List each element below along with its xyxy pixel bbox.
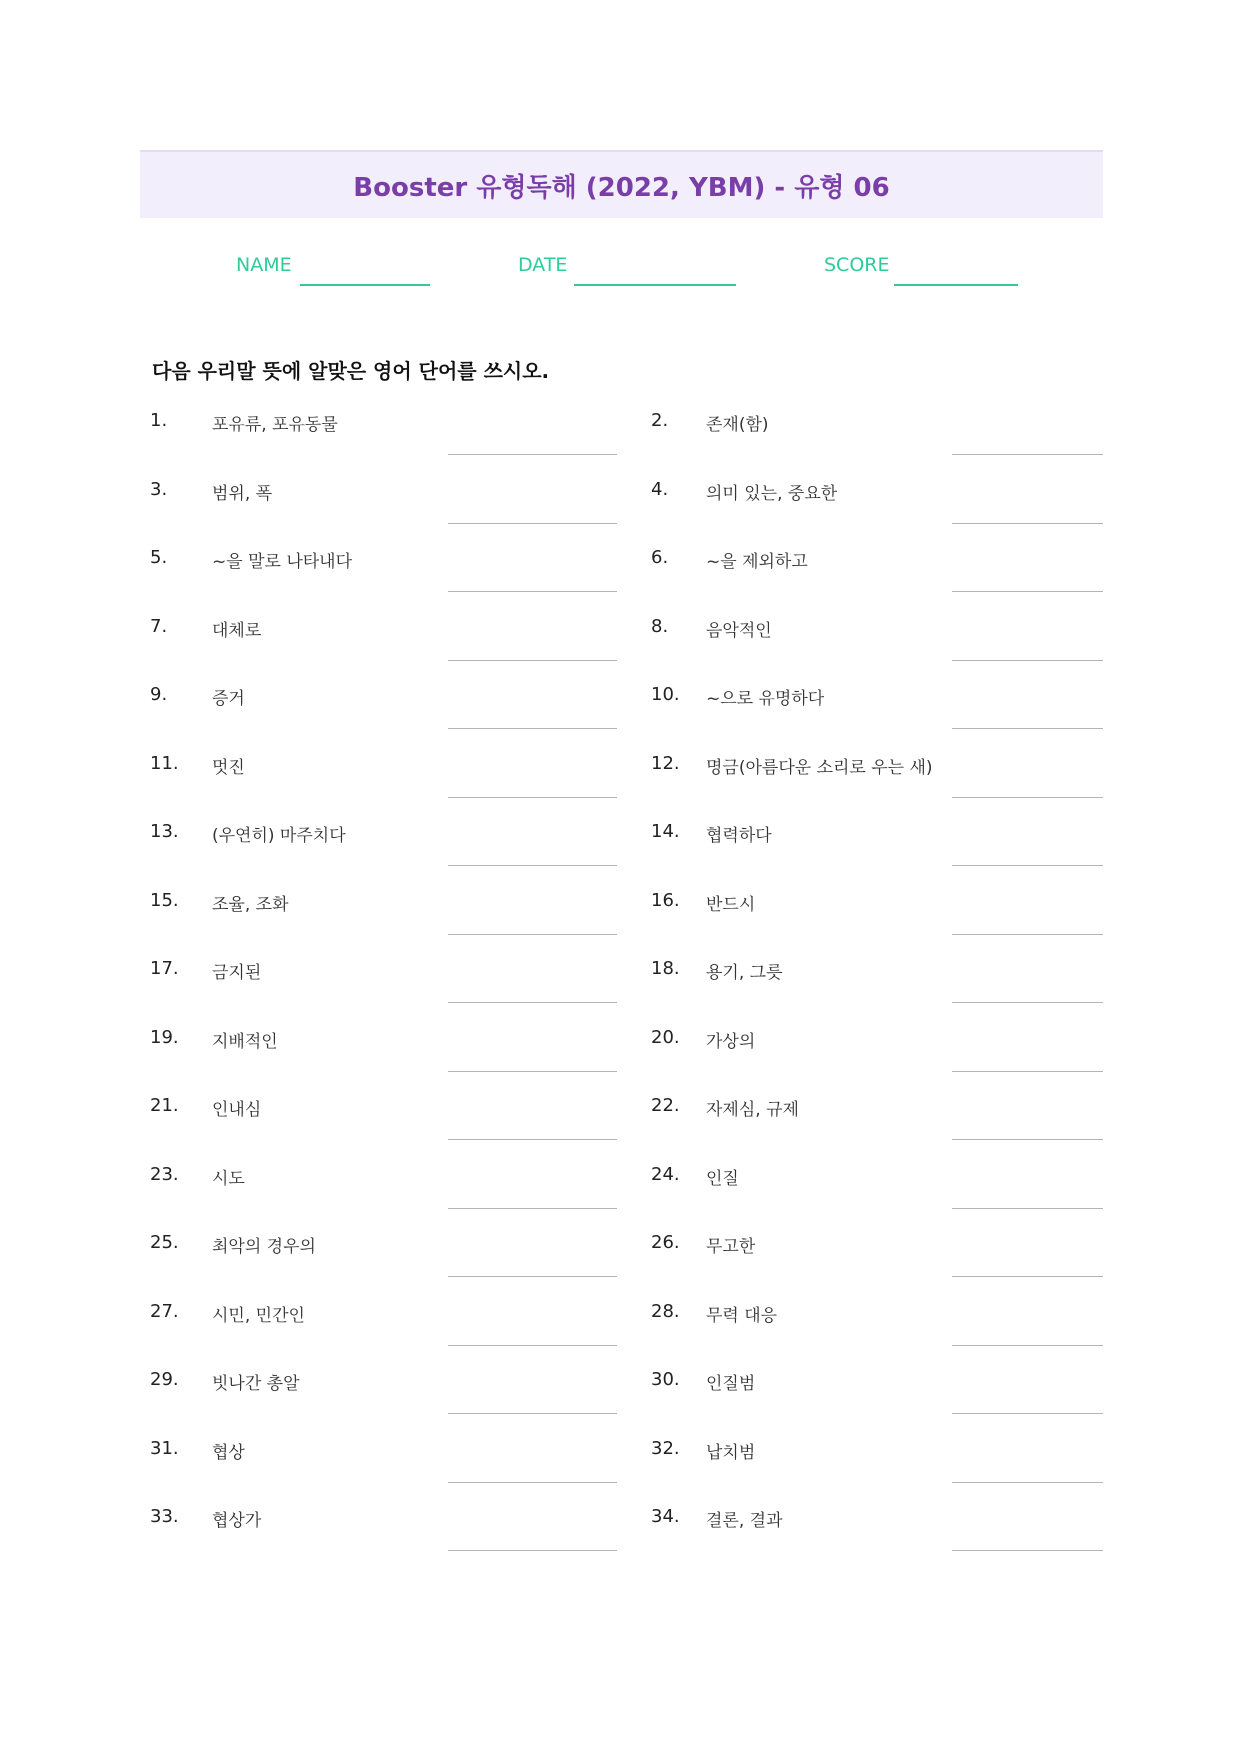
item-number: 14.	[651, 821, 680, 842]
answer-field[interactable]	[448, 1550, 617, 1551]
item-meaning: 멋진	[212, 757, 245, 778]
answer-field[interactable]	[952, 728, 1103, 729]
list-item	[651, 616, 1103, 666]
item-meaning: 시민, 민간인	[212, 1305, 305, 1326]
instruction-text: 다음 우리말 뜻에 알맞은 영어 단어를 쓰시오.	[152, 359, 550, 383]
item-number: 17.	[150, 958, 179, 979]
list-item	[651, 1301, 1103, 1351]
list-item	[150, 1506, 617, 1556]
item-number: 1.	[150, 410, 168, 431]
answer-field[interactable]	[448, 1208, 617, 1209]
item-number: 4.	[651, 478, 669, 500]
item-meaning: 인질범	[706, 1374, 756, 1394]
list-item	[150, 479, 617, 529]
item-meaning: 결론, 결과	[706, 1511, 783, 1531]
item-number: 33.	[150, 1506, 179, 1527]
answer-field[interactable]	[448, 1002, 617, 1003]
item-number: 3.	[150, 478, 168, 500]
item-meaning: 음악적인	[706, 620, 772, 641]
list-item	[150, 1027, 617, 1077]
item-number: 7.	[150, 615, 168, 637]
answer-field[interactable]	[952, 934, 1103, 935]
item-meaning: ~으로 유명하다	[706, 689, 825, 709]
page-title: Booster 유형독해 (2022, YBM) - 유형 06	[353, 172, 890, 203]
item-meaning: 무력 대응	[706, 1305, 778, 1326]
name-label: NAME	[236, 254, 292, 276]
list-item	[150, 547, 617, 597]
item-meaning: 지배적인	[212, 1031, 278, 1052]
item-number: 26.	[651, 1232, 680, 1253]
item-number: 5.	[150, 547, 168, 568]
item-number: 11.	[150, 752, 179, 774]
list-item	[651, 1027, 1103, 1077]
item-number: 21.	[150, 1095, 179, 1116]
answer-field[interactable]	[448, 591, 617, 592]
date-label: DATE	[518, 254, 568, 276]
list-item	[150, 958, 617, 1008]
list-item	[651, 1095, 1103, 1145]
title-bar	[140, 150, 1103, 218]
item-number: 13.	[150, 821, 179, 842]
item-meaning: 명금(아름다운 소리로 우는 새)	[706, 757, 933, 778]
list-item	[150, 1232, 617, 1282]
item-number: 31.	[150, 1437, 179, 1459]
answer-field[interactable]	[952, 1550, 1103, 1551]
list-item	[651, 1369, 1103, 1419]
answer-field[interactable]	[952, 660, 1103, 661]
answer-field[interactable]	[448, 1139, 617, 1140]
item-meaning: 최악의 경우의	[212, 1237, 316, 1257]
item-meaning: 자제심, 규제	[706, 1100, 799, 1120]
item-number: 8.	[651, 615, 669, 637]
item-meaning: 인질	[706, 1168, 739, 1189]
item-meaning: 대체로	[212, 620, 262, 641]
score-field[interactable]	[894, 284, 1018, 286]
answer-field[interactable]	[952, 797, 1103, 798]
list-item	[651, 821, 1103, 871]
item-meaning: 납치범	[706, 1442, 756, 1463]
list-item	[651, 1232, 1103, 1282]
item-number: 15.	[150, 889, 179, 911]
answer-field[interactable]	[952, 591, 1103, 592]
answer-field[interactable]	[448, 934, 617, 935]
answer-field[interactable]	[952, 1482, 1103, 1483]
list-item	[150, 1369, 617, 1419]
item-number: 9.	[150, 684, 168, 705]
list-item	[651, 958, 1103, 1008]
item-meaning: 협상	[212, 1442, 245, 1463]
name-field[interactable]	[300, 284, 430, 286]
item-number: 29.	[150, 1369, 179, 1390]
item-meaning: 반드시	[706, 894, 756, 915]
item-meaning: ~을 제외하고	[706, 552, 808, 572]
item-number: 20.	[651, 1026, 680, 1048]
item-meaning: 의미 있는, 중요한	[706, 483, 838, 504]
item-number: 23.	[150, 1163, 179, 1185]
item-number: 6.	[651, 547, 669, 568]
answer-field[interactable]	[952, 1071, 1103, 1072]
item-number: 34.	[651, 1506, 680, 1527]
list-item	[651, 479, 1103, 529]
list-item	[651, 684, 1103, 734]
item-meaning: 범위, 폭	[212, 483, 273, 504]
answer-field[interactable]	[952, 865, 1103, 866]
item-meaning: 협력하다	[706, 826, 772, 846]
answer-field[interactable]	[448, 454, 617, 455]
list-item	[150, 1301, 617, 1351]
item-number: 2.	[651, 410, 669, 431]
student-info-row	[0, 248, 1240, 290]
answer-field[interactable]	[952, 523, 1103, 524]
item-meaning: 시도	[212, 1168, 245, 1189]
item-meaning: 용기, 그릇	[706, 963, 783, 983]
answer-field[interactable]	[952, 1208, 1103, 1209]
item-meaning: 존재(함)	[706, 415, 769, 435]
answer-field[interactable]	[952, 454, 1103, 455]
answer-field[interactable]	[448, 797, 617, 798]
list-item	[150, 1095, 617, 1145]
item-meaning: 인내심	[212, 1100, 262, 1120]
item-number: 18.	[651, 958, 680, 979]
item-number: 25.	[150, 1232, 179, 1253]
date-field[interactable]	[574, 284, 736, 286]
answer-field[interactable]	[448, 1345, 617, 1346]
list-item	[651, 890, 1103, 940]
item-number: 22.	[651, 1095, 680, 1116]
item-meaning: 빗나간 총알	[212, 1374, 300, 1394]
list-item	[150, 753, 617, 803]
list-item	[651, 1506, 1103, 1556]
list-item	[651, 547, 1103, 597]
item-meaning: 증거	[212, 689, 245, 709]
list-item	[150, 616, 617, 666]
item-number: 24.	[651, 1163, 680, 1185]
answer-field[interactable]	[448, 1413, 617, 1414]
answer-field[interactable]	[952, 1345, 1103, 1346]
item-meaning: 협상가	[212, 1511, 262, 1531]
item-meaning: 조율, 조화	[212, 894, 289, 915]
answer-field[interactable]	[448, 1482, 617, 1483]
list-item	[651, 1438, 1103, 1488]
item-meaning: ~을 말로 나타내다	[212, 552, 353, 572]
item-number: 16.	[651, 889, 680, 911]
list-item	[150, 1164, 617, 1214]
answer-field[interactable]	[952, 1276, 1103, 1277]
item-meaning: 금지된	[212, 963, 262, 983]
item-number: 12.	[651, 752, 680, 774]
item-meaning: (우연히) 마주치다	[212, 826, 346, 846]
item-meaning: 가상의	[706, 1031, 756, 1052]
list-item	[150, 890, 617, 940]
item-meaning: 포유류, 포유동물	[212, 415, 338, 435]
answer-field[interactable]	[952, 1413, 1103, 1414]
answer-field[interactable]	[448, 523, 617, 524]
item-number: 30.	[651, 1369, 680, 1390]
item-number: 19.	[150, 1026, 179, 1048]
item-number: 27.	[150, 1300, 179, 1322]
list-item	[651, 1164, 1103, 1214]
list-item	[651, 410, 1103, 460]
score-label: SCORE	[824, 254, 890, 276]
answer-field[interactable]	[952, 1139, 1103, 1140]
list-item	[150, 821, 617, 871]
answer-field[interactable]	[952, 1002, 1103, 1003]
answer-field[interactable]	[448, 660, 617, 661]
item-number: 10.	[651, 684, 680, 705]
list-item	[651, 753, 1103, 803]
item-number: 28.	[651, 1300, 680, 1322]
answer-field[interactable]	[448, 865, 617, 866]
answer-field[interactable]	[448, 728, 617, 729]
list-item	[150, 684, 617, 734]
list-item	[150, 1438, 617, 1488]
item-number: 32.	[651, 1437, 680, 1459]
item-meaning: 무고한	[706, 1237, 756, 1257]
answer-field[interactable]	[448, 1071, 617, 1072]
answer-field[interactable]	[448, 1276, 617, 1277]
list-item	[150, 410, 617, 460]
